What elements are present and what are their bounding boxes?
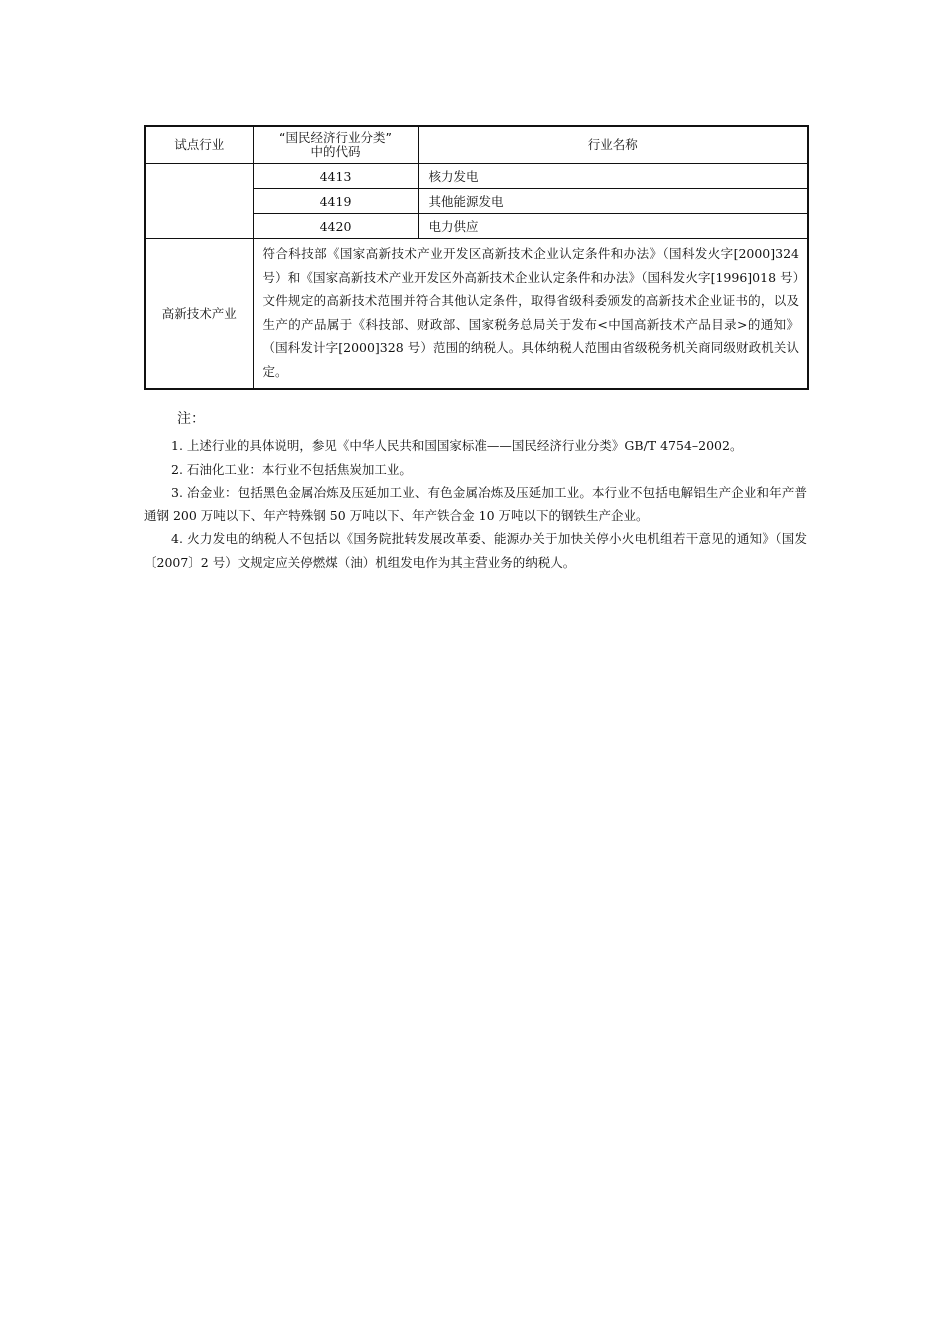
header-code [253, 126, 418, 164]
note-item: 3. 冶金业：包括黑色金属冶炼及压延加工业、有色金属冶炼及压延加工业。本行业不包括电解铝生产企业和年产普通钢 200 万吨以下、年产特殊钢 50 万吨以下、年产铁合金 10 万吨以下的钢铁生产企业。 [144, 484, 807, 524]
note-item: 4. 火力发电的纳税人不包括以《国务院批转发展改革委、能源办关于加快关停小火电机组若干意见的通知》（国发〔2007〕2 号）文规定应关停燃煤（油）机组发电作为其主营业务的纳税人。 [144, 531, 807, 570]
header-pilot-industry: 试点行业 [145, 126, 253, 164]
header-code-line2: 中的代码 [310, 144, 361, 159]
code-cell: 4420 [253, 214, 418, 239]
power-industry-empty-cell [145, 164, 253, 239]
code-cell: 4419 [253, 189, 418, 214]
table-row [145, 239, 808, 389]
table-header-row [145, 126, 808, 164]
name-cell: 电力供应 [418, 214, 808, 239]
code-cell: 4413 [253, 164, 418, 189]
hightech-industry-cell: 高新技术产业 [145, 239, 253, 389]
name-cell: 其他能源发电 [418, 189, 808, 214]
hightech-description-cell: 符合科技部《国家高新技术产业开发区高新技术企业认定条件和办法》（国科发火字[2000]324 号）和《国家高新技术产业开发区外高新技术企业认定条件和办法》（国科发火字[1996]018 号）文件规定的高新技术范围并符合其他认定条件，取得省级科委颁发的高新技术企业证书的，以及生产的产品属于《科技部、财政部、国家税务总局关于发布<中国高新技术产品目录>的通知》（国科发计字[2000]328 号）范围的纳税人。具体纳税人范围由省级税务机关商同级财政机关认定。 [253, 239, 808, 389]
note-item: 1. 上述行业的具体说明，参见《中华人民共和国国家标准——国民经济行业分类》GB/T 4754–2002。 [171, 438, 743, 454]
notes-section [144, 408, 807, 574]
header-code-line1: “国民经济行业分类” [279, 130, 392, 145]
name-cell: 核力发电 [418, 164, 808, 189]
pilot-industry-table [144, 125, 809, 390]
header-industry-name: 行业名称 [418, 126, 808, 164]
notes-heading: 注： [177, 411, 205, 427]
note-item: 2. 石油化工业：本行业不包括焦炭加工业。 [171, 461, 412, 477]
table-row [145, 164, 808, 189]
